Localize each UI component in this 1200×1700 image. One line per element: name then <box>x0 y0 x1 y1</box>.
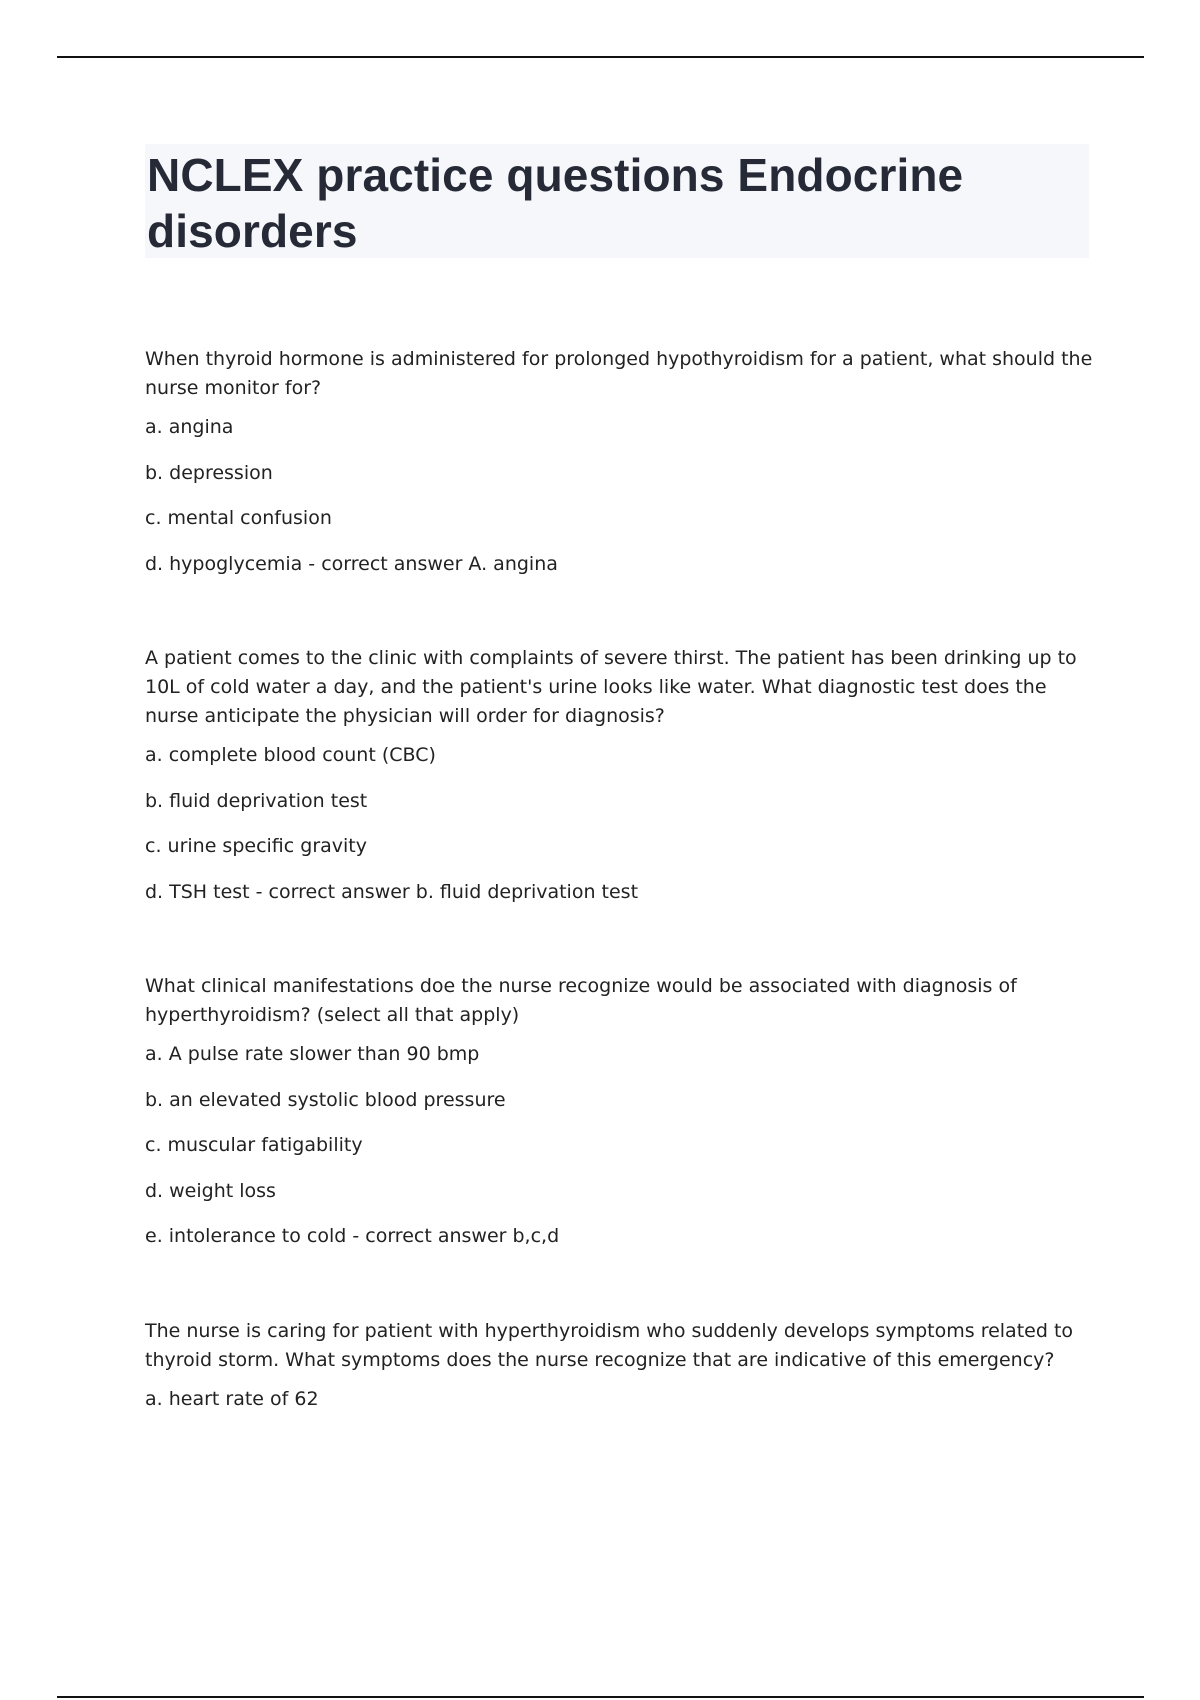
answer-option-with-correct-answer: e. intolerance to cold - correct answer b,c,d <box>145 1225 560 1247</box>
question-text: A patient comes to the clinic with complaints of severe thirst. The patient has been drinking up to 10L of cold water a day, and the patient's urine looks like water. What diagnostic test does the nurse anticipate the physician will order for diagnosis? <box>145 647 1077 727</box>
question-block-1 <box>145 345 1095 595</box>
answer-option: c. mental confusion <box>145 507 332 529</box>
question-block-2 <box>145 644 1095 923</box>
question-text: The nurse is caring for patient with hyperthyroidism who suddenly develops symptoms related to thyroid storm. What symptoms does the nurse recognize that are indicative of this emergency? <box>145 1319 1074 1371</box>
answer-option: b. depression <box>145 461 273 484</box>
question-block-4 <box>145 1317 1095 1431</box>
answer-option: b. fluid deprivation test <box>145 789 368 812</box>
page-title: NCLEX practice questions Endocrine disorders <box>147 149 964 257</box>
bottom-divider <box>57 1696 1144 1698</box>
answer-option-with-correct-answer: d. hypoglycemia - correct answer A. angina <box>145 552 558 575</box>
answer-option: a. complete blood count (CBC) <box>145 744 436 766</box>
top-divider <box>57 56 1144 58</box>
answer-option: a. A pulse rate slower than 90 bmp <box>145 1043 480 1065</box>
question-text: What clinical manifestations doe the nurse recognize would be associated with diagnosis of hyperthyroidism? (select all that apply) <box>145 975 1017 1026</box>
answer-option-with-correct-answer: d. TSH test - correct answer b. fluid deprivation test <box>145 880 639 903</box>
answer-option: c. urine specific gravity <box>145 835 367 857</box>
answer-option: a. heart rate of 62 <box>145 1387 319 1410</box>
question-text: When thyroid hormone is administered for prolonged hypothyroidism for a patient, what should the nurse monitor for? <box>145 348 1093 399</box>
answer-option: b. an elevated systolic blood pressure <box>145 1088 506 1111</box>
question-block-3 <box>145 972 1095 1268</box>
answer-option: c. muscular fatigability <box>145 1134 363 1156</box>
answer-option: d. weight loss <box>145 1179 276 1202</box>
title-banner <box>145 144 1089 258</box>
question-list <box>145 345 1095 1479</box>
answer-option: a. angina <box>145 416 234 438</box>
